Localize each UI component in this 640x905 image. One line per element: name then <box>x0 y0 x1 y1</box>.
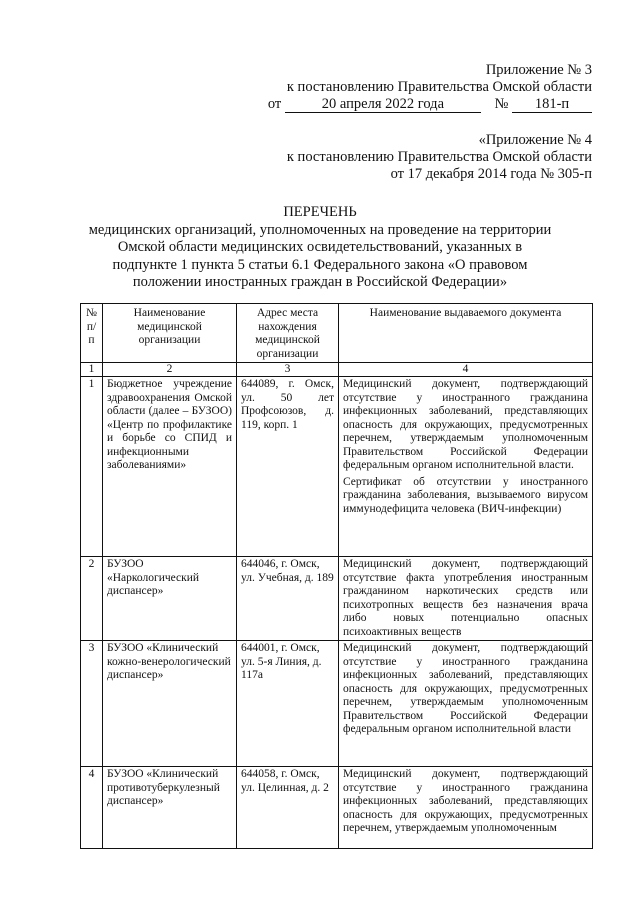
header-address: Адрес места нахождения медицинской организации <box>237 304 339 363</box>
row-number: 2 <box>81 557 103 641</box>
org-name: БУЗОО «Наркологический диспансер» <box>103 557 237 641</box>
original-appendix-header <box>287 132 592 183</box>
table-header-row <box>81 304 593 363</box>
title-line: подпункте 1 пункта 5 статьи 6.1 Федерального закона «О правовом <box>112 256 528 273</box>
org-address: 644046, г. Омск, ул. Учебная, д. 189 <box>237 557 339 641</box>
org-address: 644001, г. Омск, ул. 5-я Линия, д. 117а <box>237 641 339 767</box>
document-title <box>0 204 640 292</box>
header-document: Наименование выдаваемого документа <box>339 304 593 363</box>
col-number: 4 <box>339 363 593 377</box>
org-address: 644089, г. Омск, ул. 50 лет Профсоюзов, д. 119, корп. 1 <box>237 377 339 557</box>
header-org: Наименование медицинской организации <box>103 304 237 363</box>
table-row <box>81 767 593 849</box>
appendix-number: Приложение № 3 <box>485 62 592 78</box>
org-name: БУЗОО «Клинический противотуберкулезный диспансер» <box>103 767 237 849</box>
title-heading: ПЕРЕЧЕНЬ <box>283 204 357 220</box>
row-number: 3 <box>81 641 103 767</box>
table-row <box>81 377 593 557</box>
resolution-date: 20 апреля 2022 года <box>285 97 481 113</box>
table-row <box>81 641 593 767</box>
number-label: № <box>494 96 509 112</box>
title-line: Омской области медицинских освидетельствований, указанных в <box>117 239 523 255</box>
document-name <box>339 377 593 557</box>
header-num: № п/п <box>81 304 103 363</box>
col-number: 2 <box>103 363 237 377</box>
resolution-reference: к постановлению Правительства Омской области <box>286 79 592 95</box>
col-number: 1 <box>81 363 103 377</box>
row-number: 4 <box>81 767 103 849</box>
appendix-header <box>268 62 592 113</box>
row-number: 1 <box>81 377 103 557</box>
org-address: 644058, г. Омск, ул. Целинная, д. 2 <box>237 767 339 849</box>
resolution-date-line <box>268 96 592 113</box>
organizations-table <box>80 303 593 849</box>
document-name: Медицинский документ, подтверждающий отсутствие факта употребления иностранным гражданином наркотических средств или психотропных веществ без назначения врача либо новых потенциально опасных психоактивных веществ <box>339 557 593 641</box>
from-label: от <box>267 96 282 112</box>
document-text: Сертификат об отсутствии у иностранного гражданина заболевания, вызываемого вирусом иммунодефицита человека (ВИЧ-инфекции) <box>343 475 588 515</box>
original-resolution-date: от 17 декабря 2014 года № 305-п <box>390 166 592 182</box>
table-row <box>81 557 593 641</box>
title-line: положении иностранных граждан в Российской Федерации» <box>132 274 508 290</box>
title-line: медицинских организаций, уполномоченных на проведение на территории <box>88 221 552 238</box>
org-name: БУЗОО «Клинический кожно-венерологический диспансер» <box>103 641 237 767</box>
org-name: Бюджетное учреждение здравоохранения Омской области (далее – БУЗОО) «Центр по профилактике и борьбе со СПИД и инфекционными заболеваниями» <box>103 377 237 557</box>
document-name: Медицинский документ, подтверждающий отсутствие у иностранного гражданина инфекционных заболеваний, представляющих опасность для окружающих, предусмотренных перечнем, утверждаемым уполномоченным Правительством Российской Федерации федеральным органом исполнительной власти <box>339 641 593 767</box>
original-appendix-number: «Приложение № 4 <box>478 132 592 148</box>
col-number: 3 <box>237 363 339 377</box>
document-text: Медицинский документ, подтверждающий отсутствие у иностранного гражданина инфекционных заболеваний, представляющих опасность для окружающих, предусмотренных перечнем, утверждаемым уполномоченным Правительством Российской Федерации федеральным органом исполнительной власти. <box>343 378 588 471</box>
original-resolution-reference: к постановлению Правительства Омской области <box>286 149 592 165</box>
column-number-row <box>81 363 593 377</box>
resolution-number: 181-п <box>512 97 592 113</box>
document-name: Медицинский документ, подтверждающий отсутствие у иностранного гражданина инфекционных заболеваний, представляющих опасность для окружающих, предусмотренных перечнем, утверждаемым уполномоченным <box>339 767 593 849</box>
